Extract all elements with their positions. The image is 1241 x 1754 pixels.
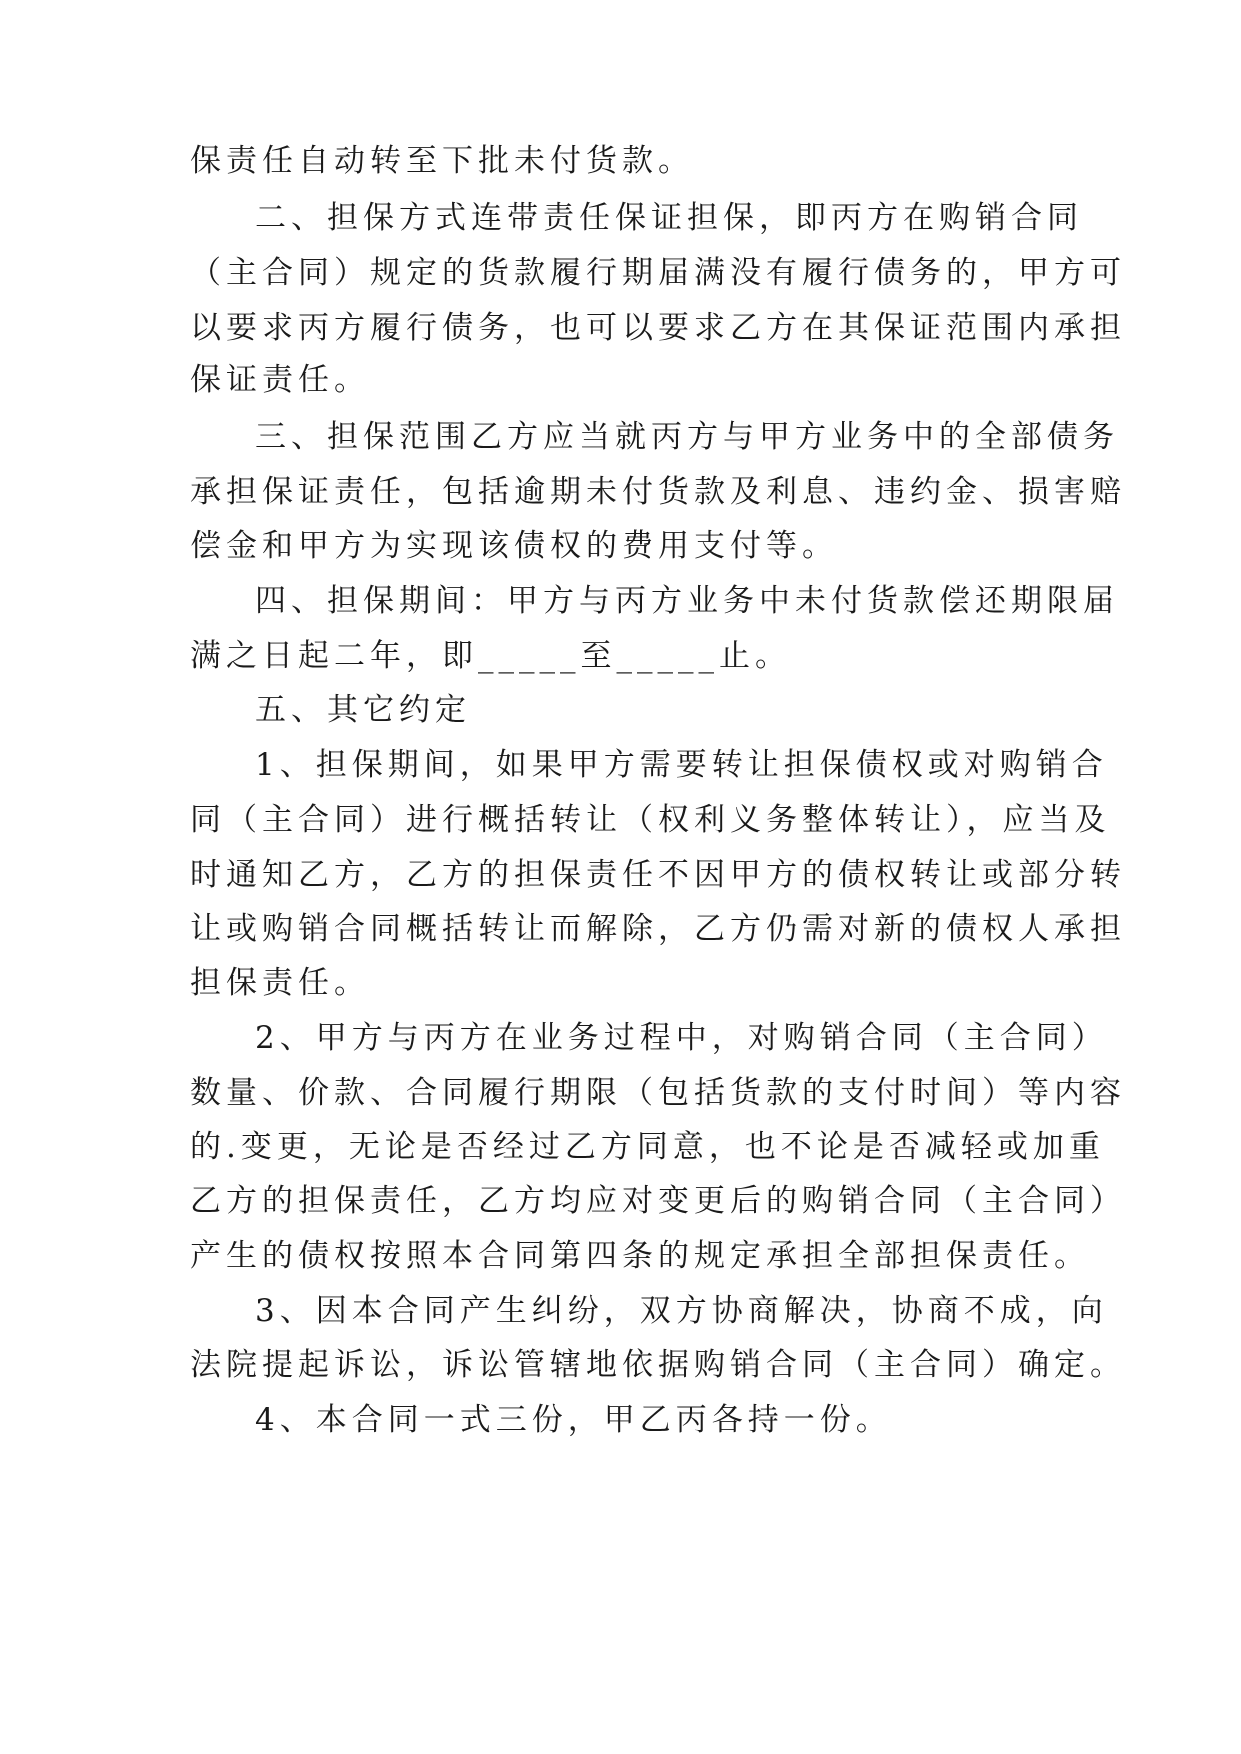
text-line-9: 四、担保期间：甲方与丙方业务中未付货款偿还期限届 bbox=[255, 583, 1119, 619]
text-line-7: 承担保证责任，包括逾期未付货款及利息、违约金、损害赔 bbox=[190, 474, 1126, 510]
text-line-17: 2、甲方与丙方在业务过程中，对购销合同（主合同） bbox=[255, 1020, 1108, 1056]
text-line-2: 二、担保方式连带责任保证担保，即丙方在购销合同 bbox=[255, 200, 1083, 236]
text-line-5: 保证责任。 bbox=[190, 362, 370, 398]
text-line-14: 时通知乙方，乙方的担保责任不因甲方的债权转让或部分转 bbox=[190, 857, 1126, 893]
text-line-12: 1、担保期间，如果甲方需要转让担保债权或对购销合 bbox=[255, 747, 1108, 783]
text-line-16: 担保责任。 bbox=[190, 965, 370, 1001]
text-line-21: 产生的债权按照本合同第四条的规定承担全部担保责任。 bbox=[190, 1238, 1090, 1274]
text-line-11: 五、其它约定 bbox=[255, 692, 471, 728]
text-line-10: 满之日起二年，即_____至_____止。 bbox=[190, 638, 791, 674]
text-line-3: （主合同）规定的货款履行期届满没有履行债务的，甲方可 bbox=[190, 255, 1126, 291]
text-line-15: 让或购销合同概括转让而解除，乙方仍需对新的债权人承担 bbox=[190, 911, 1126, 947]
text-line-1: 保责任自动转至下批未付货款。 bbox=[190, 143, 694, 179]
text-line-4: 以要求丙方履行债务，也可以要求乙方在其保证范围内承担 bbox=[190, 310, 1126, 346]
text-line-23: 法院提起诉讼，诉讼管辖地依据购销合同（主合同）确定。 bbox=[190, 1347, 1126, 1383]
text-line-20: 乙方的担保责任，乙方均应对变更后的购销合同（主合同） bbox=[190, 1183, 1126, 1219]
text-line-24: 4、本合同一式三份，甲乙丙各持一份。 bbox=[255, 1402, 892, 1438]
text-line-19: 的.变更，无论是否经过乙方同意，也不论是否减轻或加重 bbox=[190, 1129, 1105, 1165]
text-line-6: 三、担保范围乙方应当就丙方与甲方业务中的全部债务 bbox=[255, 419, 1119, 455]
text-line-18: 数量、价款、合同履行期限（包括货款的支付时间）等内容 bbox=[190, 1075, 1126, 1111]
text-line-13: 同（主合同）进行概括转让（权利义务整体转让），应当及 bbox=[190, 802, 1111, 838]
text-line-22: 3、因本合同产生纠纷，双方协商解决，协商不成，向 bbox=[255, 1293, 1108, 1329]
text-line-8: 偿金和甲方为实现该债权的费用支付等。 bbox=[190, 528, 838, 564]
